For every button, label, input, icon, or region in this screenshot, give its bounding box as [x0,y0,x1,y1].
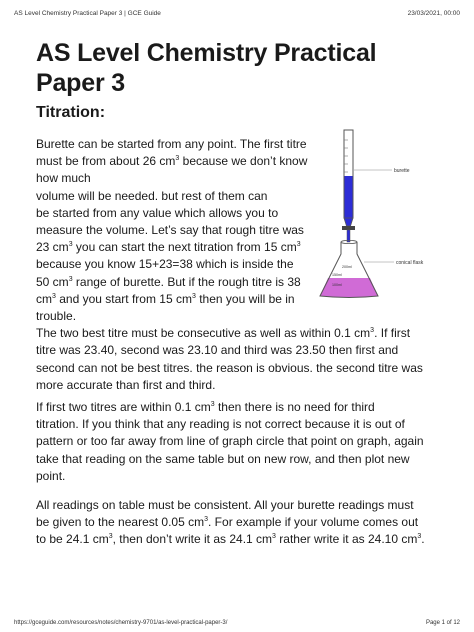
text-run: then there is no need for third [214,400,375,414]
flask-mark-100: 100ml [332,283,342,287]
text-line [36,468,446,485]
superscript: 3 [210,401,215,408]
text-line [36,497,446,514]
text-run: pattern or too far away from line of graph circle that point on graph, again [36,434,424,449]
text-run: point. [36,468,66,483]
superscript: 3 [68,241,73,249]
text-line [36,531,446,548]
text-run: measure the volume. Let’s say that rough titre was [36,223,304,238]
superscript: 3 [108,533,113,541]
burette-taper [344,218,353,226]
text-run: . [421,532,425,547]
footer-url: https://gceguide.com/resources/notes/chemistry-9701/as-level-practical-paper-3/ [14,620,228,626]
text-line [36,360,423,377]
superscript: 3 [272,533,276,541]
paragraph-third-titration [36,399,446,485]
text-line [36,377,326,394]
text-line [36,274,326,291]
text-run: and you start from 15 cm [55,291,192,306]
text-run: trouble. [36,309,77,324]
text-line [36,291,326,308]
flask-solution [320,278,378,298]
text-line [36,342,399,359]
text-run: titration. If you think that any reading is not correct because it is out of [36,417,405,432]
section-heading: Titration: [36,104,106,121]
flask-label: conical flask [396,260,424,266]
superscript: 3 [296,241,301,249]
text-line [36,325,411,342]
flask-mark-150: 150ml [332,273,342,277]
burette-tap [342,226,355,230]
superscript: 3 [370,327,375,335]
text-run: 50 cm [36,274,69,289]
text-line [36,136,326,153]
text-run: All readings on table must be consistent. All your burette readings must [36,498,414,512]
text-run: . For example if your volume comes out [208,515,419,530]
text-run: more accurate than first and third. [36,377,216,392]
burette-graduations [344,140,348,172]
superscript: 3 [52,292,56,300]
burette-label: burette [394,168,410,174]
text-run: cm [36,291,52,306]
text-run: be started from any value which allows you to [36,205,279,220]
text-run: be given to the nearest 0.05 cm [36,515,205,530]
text-run: . If first [374,326,411,341]
text-run: because we don’t know [179,154,308,169]
burette-solution [345,176,353,218]
text-run: If first two titres are within 0.1 cm [36,400,211,414]
text-run: take that reading on the same table but on new row, and then plot new [36,451,410,466]
text-run: volume will be needed. but rest of them can [36,188,268,203]
text-line [36,416,446,433]
text-run: 23 cm [36,240,69,255]
text-line [36,222,326,239]
text-line [36,205,326,222]
text-line [36,188,326,205]
text-run: , then don’t write it as 24.1 cm [112,532,273,547]
superscript: 3 [68,275,73,283]
text-run: you can start the next titration from 15 cm [72,240,297,255]
titration-apparatus-icon [318,128,448,300]
page-number: Page 1 of 12 [425,620,460,626]
text-line [36,308,326,325]
text-run: how much [36,171,91,186]
browser-tab-title: AS Level Chemistry Practical Paper 3 | GCE Guide [14,10,161,17]
text-run: second can not be best titres. the reason is obvious. the second titre was [36,360,423,375]
text-line [36,514,446,531]
text-line [36,153,326,170]
text-line [36,433,446,450]
text-run: must be from about 26 cm [36,154,176,169]
print-datetime: 23/03/2021, 00:00 [407,10,460,17]
text-line [36,451,446,468]
text-run: because you know 15+23=38 which is inside the [36,257,294,272]
superscript: 3 [417,533,422,541]
superscript: 3 [204,516,209,524]
text-line [36,170,326,187]
text-run: then you will be in [195,291,295,306]
text-run: range of burette. But if the rough titre is 38 [72,274,301,289]
superscript: 3 [175,155,180,163]
text-run: to be 24.1 cm [36,532,109,547]
flask-mark-200: 200ml [342,265,352,269]
superscript: 3 [191,292,196,300]
text-line [36,399,446,416]
text-run: rather write it as 24.10 cm [275,532,418,547]
text-line [36,239,326,256]
text-line [36,256,326,273]
text-run: The two best titre must be consecutive as well as within 0.1 cm [36,326,371,341]
text-run: titre was 23.40, second was 23.10 and third was 23.50 then first and [36,343,399,358]
paragraph-readings [36,497,446,549]
page-title: AS Level Chemistry Practical Paper 3 [36,39,377,97]
text-run: Burette can be started from any point. The first titre [36,137,307,151]
